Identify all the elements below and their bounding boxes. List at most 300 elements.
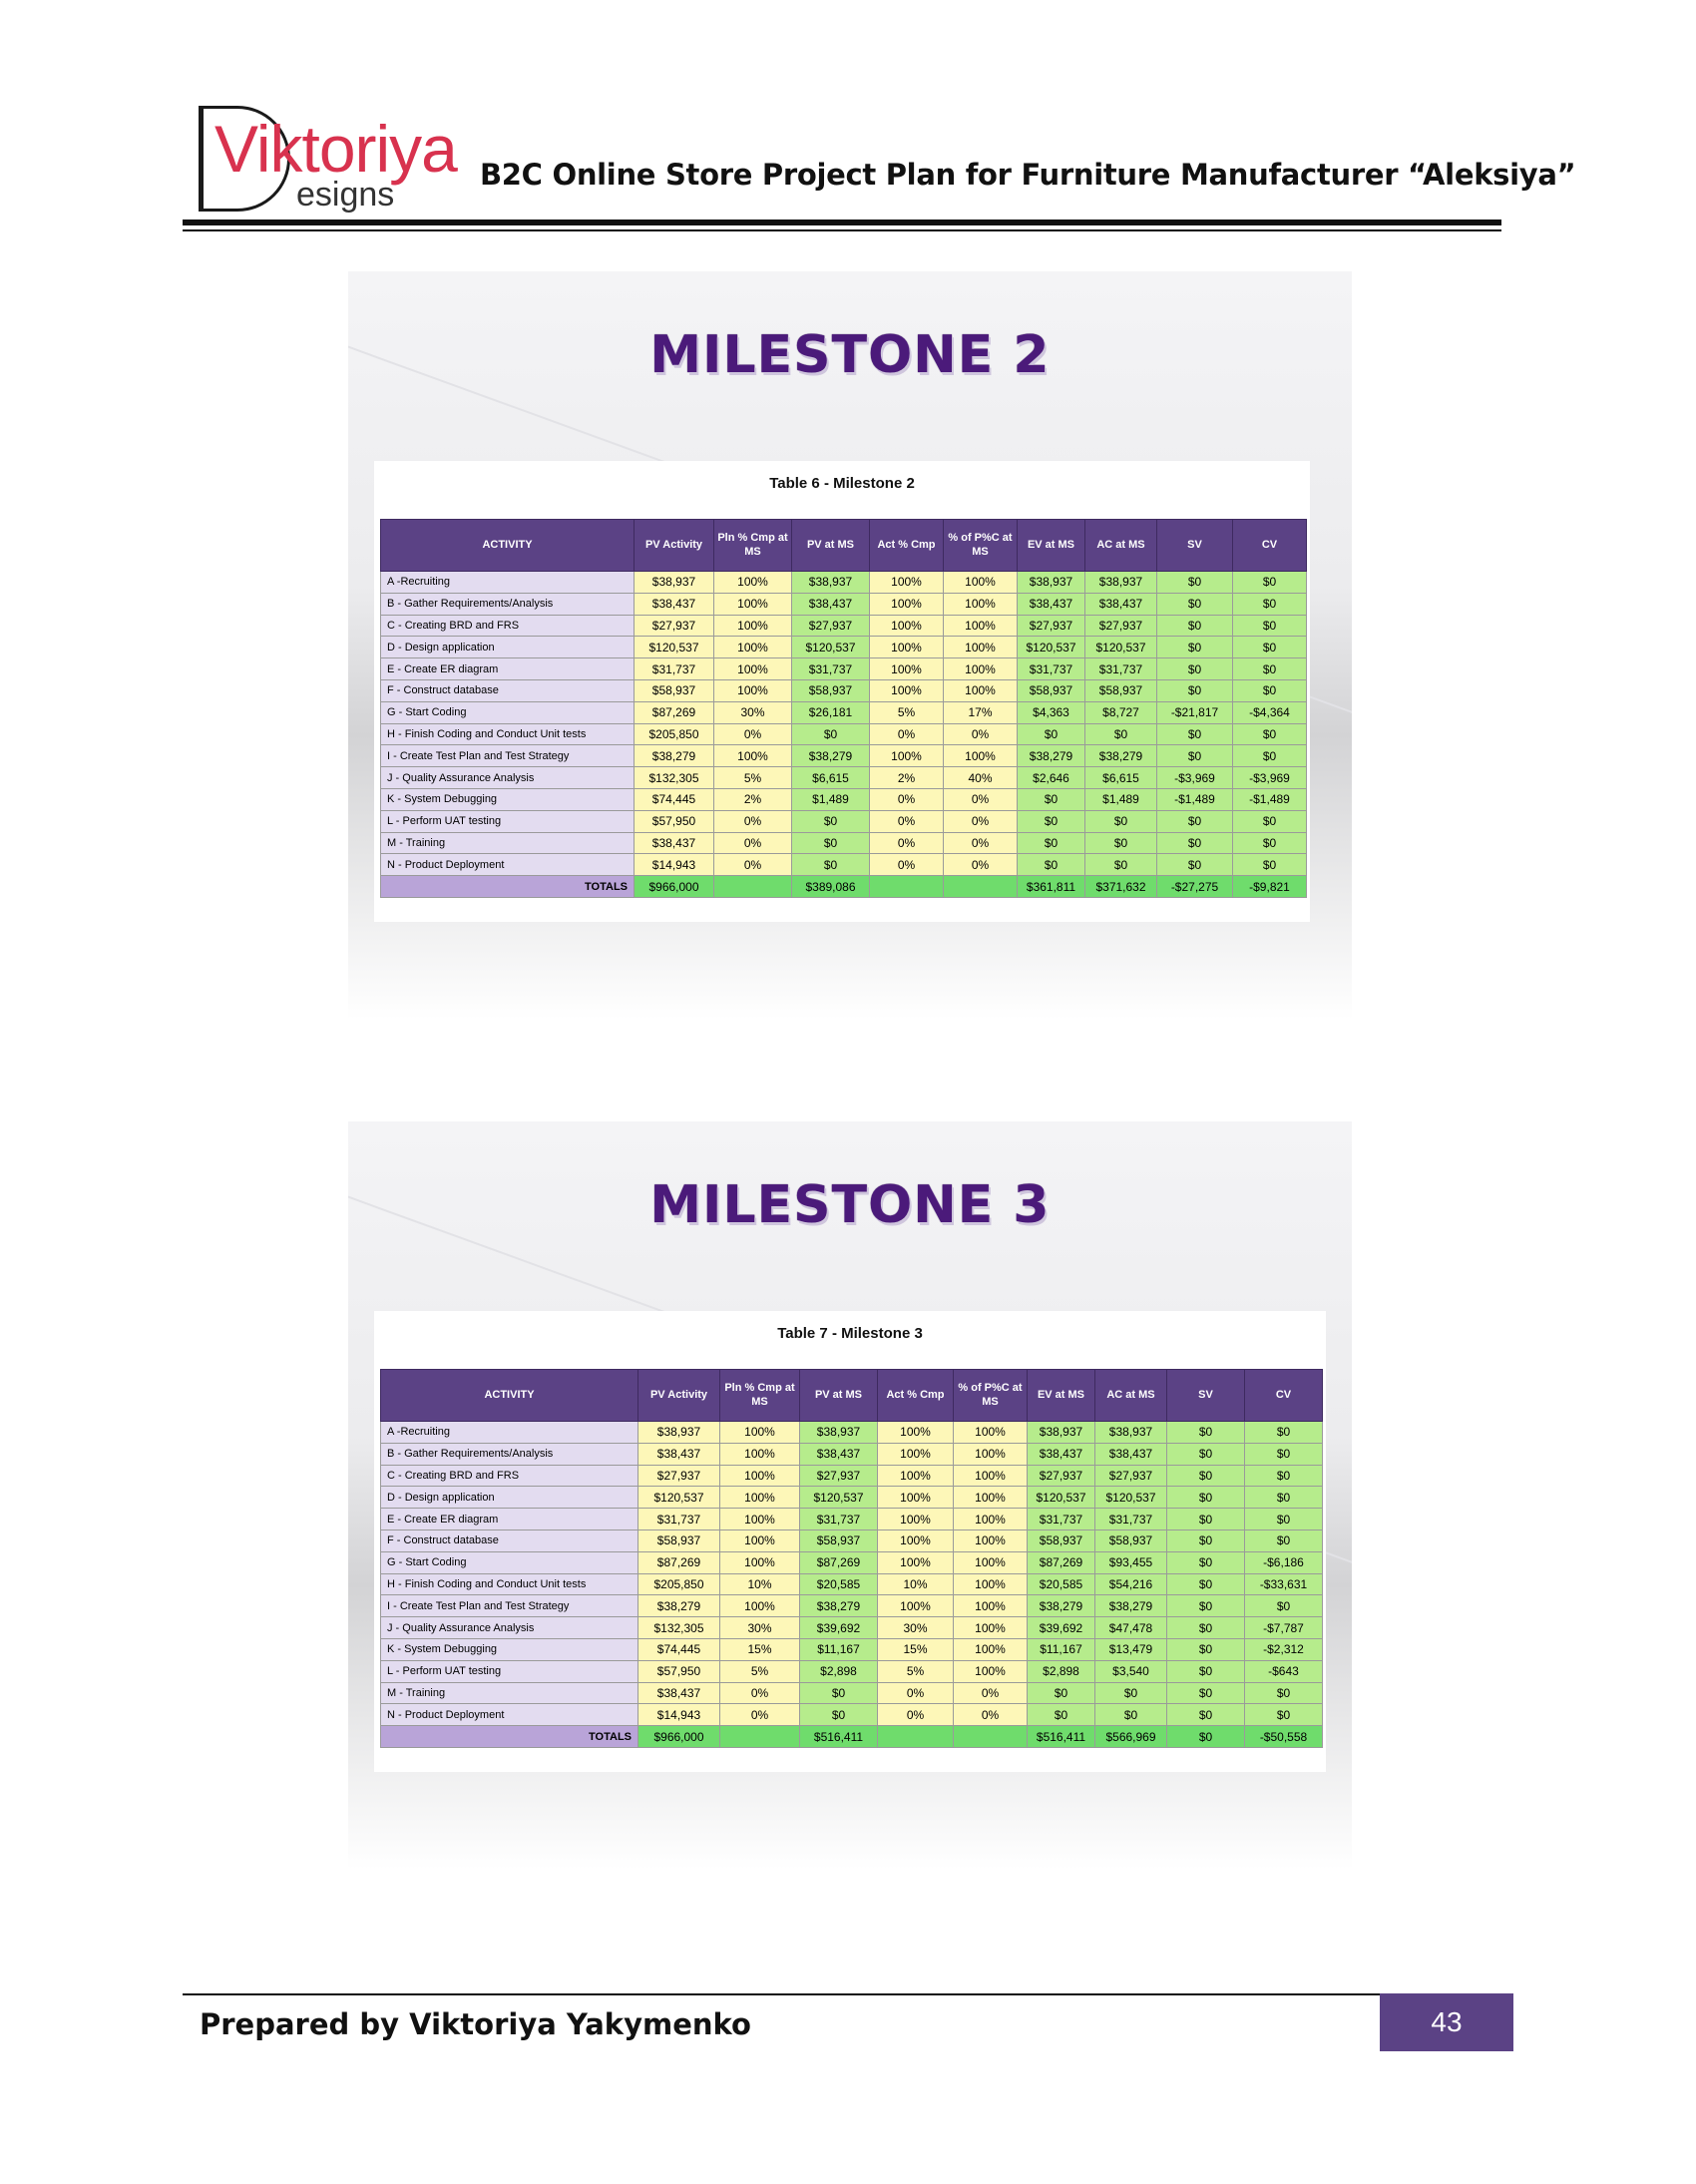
value-cell: $31,737 <box>1028 1509 1095 1530</box>
totals-cell: $516,411 <box>800 1726 878 1748</box>
activity-cell: L - Perform UAT testing <box>381 1660 638 1682</box>
slide-title: MILESTONE 3 <box>649 1175 1051 1235</box>
value-cell: $0 <box>1157 745 1233 767</box>
table-row <box>381 723 1307 745</box>
value-cell: 100% <box>720 1529 800 1551</box>
activity-cell: D - Design application <box>381 1487 638 1509</box>
value-cell: $0 <box>1245 1509 1323 1530</box>
table-row <box>381 810 1307 832</box>
value-cell: 0% <box>714 723 792 745</box>
totals-row <box>381 1726 1323 1748</box>
value-cell: $0 <box>1167 1704 1245 1726</box>
table-row <box>381 1617 1323 1639</box>
value-cell: 100% <box>720 1422 800 1444</box>
totals-cell <box>878 1726 954 1748</box>
value-cell: 100% <box>870 615 944 637</box>
value-cell: $74,445 <box>638 1638 720 1660</box>
activity-cell: I - Create Test Plan and Test Strategy <box>381 1595 638 1617</box>
value-cell: 100% <box>954 1509 1028 1530</box>
value-cell: $0 <box>1245 1704 1323 1726</box>
column-header: % of P%C at MS <box>944 520 1018 572</box>
value-cell: $38,437 <box>638 1682 720 1704</box>
value-cell: $31,737 <box>638 1509 720 1530</box>
column-header: EV at MS <box>1018 520 1085 572</box>
activity-cell: M - Training <box>381 832 635 854</box>
value-cell: $0 <box>1085 723 1157 745</box>
totals-cell: -$9,821 <box>1233 876 1307 898</box>
value-cell: $38,279 <box>1028 1595 1095 1617</box>
value-cell: 100% <box>714 679 792 701</box>
column-header: PV Activity <box>638 1370 720 1422</box>
totals-cell <box>720 1726 800 1748</box>
value-cell: 100% <box>720 1509 800 1530</box>
table-row <box>381 1465 1323 1487</box>
value-cell: $120,537 <box>1028 1487 1095 1509</box>
value-cell: $120,537 <box>1018 637 1085 658</box>
value-cell: $14,943 <box>635 854 714 876</box>
table-row <box>381 1595 1323 1617</box>
value-cell: $0 <box>1028 1704 1095 1726</box>
column-header: Act % Cmp <box>878 1370 954 1422</box>
value-cell: -$2,312 <box>1245 1638 1323 1660</box>
value-cell: $38,937 <box>638 1422 720 1444</box>
column-header: Act % Cmp <box>870 520 944 572</box>
value-cell: 0% <box>714 854 792 876</box>
value-cell: $1,489 <box>792 788 870 810</box>
table-panel <box>374 461 1310 922</box>
value-cell: $0 <box>1233 854 1307 876</box>
table-header-row <box>381 520 1307 572</box>
table-row <box>381 1573 1323 1595</box>
value-cell: $0 <box>1167 1638 1245 1660</box>
column-header: CV <box>1233 520 1307 572</box>
column-header: PV Activity <box>635 520 714 572</box>
table-row <box>381 1704 1323 1726</box>
value-cell: 17% <box>944 701 1018 723</box>
value-cell: $58,937 <box>1085 679 1157 701</box>
value-cell: $27,937 <box>1095 1465 1167 1487</box>
table-row <box>381 1529 1323 1551</box>
value-cell: $2,898 <box>800 1660 878 1682</box>
value-cell: $87,269 <box>638 1551 720 1573</box>
value-cell: $39,692 <box>1028 1617 1095 1639</box>
value-cell: $27,937 <box>1085 615 1157 637</box>
value-cell: 0% <box>944 832 1018 854</box>
value-cell: $38,437 <box>1095 1443 1167 1465</box>
value-cell: -$7,787 <box>1245 1617 1323 1639</box>
value-cell: $205,850 <box>638 1573 720 1595</box>
table-row <box>381 1509 1323 1530</box>
value-cell: -$3,969 <box>1157 767 1233 789</box>
activity-cell: N - Product Deployment <box>381 854 635 876</box>
table-row <box>381 1682 1323 1704</box>
value-cell: $0 <box>1167 1617 1245 1639</box>
value-cell: $93,455 <box>1095 1551 1167 1573</box>
value-cell: 0% <box>954 1682 1028 1704</box>
value-cell: 100% <box>870 679 944 701</box>
value-cell: 5% <box>870 701 944 723</box>
column-header: SV <box>1157 520 1233 572</box>
value-cell: $27,937 <box>792 615 870 637</box>
value-cell: 100% <box>720 1595 800 1617</box>
value-cell: $26,181 <box>792 701 870 723</box>
value-cell: $39,692 <box>800 1617 878 1639</box>
value-cell: $38,437 <box>635 832 714 854</box>
value-cell: $0 <box>1245 1682 1323 1704</box>
value-cell: $205,850 <box>635 723 714 745</box>
value-cell: $0 <box>1157 615 1233 637</box>
value-cell: $0 <box>1167 1465 1245 1487</box>
value-cell: $120,537 <box>635 637 714 658</box>
footer-rule <box>183 1993 1380 1995</box>
activity-cell: N - Product Deployment <box>381 1704 638 1726</box>
value-cell: 100% <box>870 745 944 767</box>
value-cell: $38,937 <box>635 572 714 594</box>
value-cell: -$3,969 <box>1233 767 1307 789</box>
table-caption: Table 6 - Milestone 2 <box>769 475 915 492</box>
table-row <box>381 1638 1323 1660</box>
value-cell: 40% <box>944 767 1018 789</box>
value-cell: 100% <box>878 1487 954 1509</box>
value-cell: 0% <box>878 1704 954 1726</box>
value-cell: $0 <box>1157 810 1233 832</box>
value-cell: 100% <box>954 1443 1028 1465</box>
value-cell: 0% <box>944 788 1018 810</box>
value-cell: 100% <box>944 572 1018 594</box>
milestone-3-slide <box>348 1121 1352 1870</box>
value-cell: $38,437 <box>1085 593 1157 615</box>
column-header: PV at MS <box>792 520 870 572</box>
column-header: EV at MS <box>1028 1370 1095 1422</box>
prepared-by: Prepared by Viktoriya Yakymenko <box>200 2007 751 2041</box>
table-row <box>381 1551 1323 1573</box>
value-cell: $0 <box>1018 723 1085 745</box>
value-cell: $0 <box>1233 593 1307 615</box>
value-cell: 100% <box>954 1465 1028 1487</box>
value-cell: $0 <box>792 832 870 854</box>
totals-label: TOTALS <box>381 876 635 898</box>
totals-cell: $371,632 <box>1085 876 1157 898</box>
value-cell: $57,950 <box>635 810 714 832</box>
value-cell: 100% <box>878 1551 954 1573</box>
table-row <box>381 637 1307 658</box>
activity-cell: D - Design application <box>381 637 635 658</box>
value-cell: $47,478 <box>1095 1617 1167 1639</box>
value-cell: $38,437 <box>1028 1443 1095 1465</box>
column-header: CV <box>1245 1370 1323 1422</box>
value-cell: $58,937 <box>638 1529 720 1551</box>
value-cell: $2,646 <box>1018 767 1085 789</box>
value-cell: $27,937 <box>1018 615 1085 637</box>
value-cell: $27,937 <box>635 615 714 637</box>
value-cell: $38,437 <box>792 593 870 615</box>
value-cell: 100% <box>878 1422 954 1444</box>
value-cell: $58,937 <box>792 679 870 701</box>
slide-title: MILESTONE 2 <box>649 325 1051 385</box>
value-cell: -$21,817 <box>1157 701 1233 723</box>
value-cell: 100% <box>944 593 1018 615</box>
value-cell: 0% <box>944 854 1018 876</box>
value-cell: $0 <box>1018 810 1085 832</box>
value-cell: $38,937 <box>1085 572 1157 594</box>
value-cell: 0% <box>944 723 1018 745</box>
value-cell: 0% <box>870 854 944 876</box>
value-cell: 100% <box>714 658 792 680</box>
company-logo <box>197 102 466 219</box>
value-cell: $0 <box>1157 679 1233 701</box>
value-cell: $0 <box>1157 637 1233 658</box>
totals-cell: $389,086 <box>792 876 870 898</box>
column-header: SV <box>1167 1370 1245 1422</box>
value-cell: 100% <box>954 1595 1028 1617</box>
value-cell: -$4,364 <box>1233 701 1307 723</box>
value-cell: 100% <box>954 1551 1028 1573</box>
value-cell: $0 <box>1085 810 1157 832</box>
value-cell: 100% <box>720 1551 800 1573</box>
value-cell: $6,615 <box>1085 767 1157 789</box>
value-cell: $0 <box>1245 1529 1323 1551</box>
table-row <box>381 832 1307 854</box>
table-row <box>381 1422 1323 1444</box>
value-cell: 5% <box>720 1660 800 1682</box>
value-cell: 0% <box>954 1704 1028 1726</box>
activity-cell: I - Create Test Plan and Test Strategy <box>381 745 635 767</box>
value-cell: $0 <box>1157 658 1233 680</box>
totals-cell <box>870 876 944 898</box>
value-cell: 30% <box>878 1617 954 1639</box>
value-cell: $0 <box>1167 1573 1245 1595</box>
value-cell: $0 <box>1167 1551 1245 1573</box>
column-header: Pln % Cmp at MS <box>714 520 792 572</box>
value-cell: 15% <box>878 1638 954 1660</box>
value-cell: 100% <box>944 615 1018 637</box>
column-header: Pln % Cmp at MS <box>720 1370 800 1422</box>
value-cell: $0 <box>1018 832 1085 854</box>
value-cell: $0 <box>1233 615 1307 637</box>
totals-cell: -$27,275 <box>1157 876 1233 898</box>
value-cell: 100% <box>714 637 792 658</box>
value-cell: $0 <box>1233 637 1307 658</box>
totals-row <box>381 876 1307 898</box>
value-cell: $38,279 <box>1085 745 1157 767</box>
activity-cell: H - Finish Coding and Conduct Unit tests <box>381 1573 638 1595</box>
value-cell: $0 <box>1167 1529 1245 1551</box>
page-number: 43 <box>1380 1993 1513 2051</box>
totals-cell: $566,969 <box>1095 1726 1167 1748</box>
value-cell: $11,167 <box>800 1638 878 1660</box>
value-cell: 0% <box>878 1682 954 1704</box>
activity-cell: E - Create ER diagram <box>381 658 635 680</box>
value-cell: $120,537 <box>638 1487 720 1509</box>
table-caption: Table 7 - Milestone 3 <box>777 1325 923 1342</box>
value-cell: 0% <box>870 810 944 832</box>
value-cell: 0% <box>714 832 792 854</box>
value-cell: $11,167 <box>1028 1638 1095 1660</box>
value-cell: 100% <box>714 615 792 637</box>
value-cell: -$1,489 <box>1233 788 1307 810</box>
table-row <box>381 701 1307 723</box>
value-cell: $38,937 <box>800 1422 878 1444</box>
value-cell: $58,937 <box>635 679 714 701</box>
value-cell: $87,269 <box>800 1551 878 1573</box>
value-cell: $0 <box>1167 1595 1245 1617</box>
totals-cell: -$50,558 <box>1245 1726 1323 1748</box>
value-cell: $31,737 <box>1018 658 1085 680</box>
value-cell: $3,540 <box>1095 1660 1167 1682</box>
table-row <box>381 593 1307 615</box>
value-cell: $0 <box>1167 1682 1245 1704</box>
value-cell: $58,937 <box>1095 1529 1167 1551</box>
totals-cell <box>944 876 1018 898</box>
value-cell: $0 <box>792 810 870 832</box>
value-cell: 100% <box>714 745 792 767</box>
activity-cell: C - Creating BRD and FRS <box>381 615 635 637</box>
value-cell: 5% <box>714 767 792 789</box>
value-cell: $38,279 <box>1095 1595 1167 1617</box>
value-cell: $0 <box>1245 1487 1323 1509</box>
value-cell: $58,937 <box>1028 1529 1095 1551</box>
totals-cell <box>954 1726 1028 1748</box>
value-cell: 0% <box>944 810 1018 832</box>
value-cell: $27,937 <box>638 1465 720 1487</box>
value-cell: $20,585 <box>800 1573 878 1595</box>
value-cell: -$643 <box>1245 1660 1323 1682</box>
value-cell: 0% <box>870 788 944 810</box>
value-cell: $0 <box>1018 788 1085 810</box>
value-cell: $38,937 <box>792 572 870 594</box>
value-cell: -$33,631 <box>1245 1573 1323 1595</box>
header-rule-thin <box>183 229 1501 231</box>
value-cell: 100% <box>878 1443 954 1465</box>
value-cell: $31,737 <box>792 658 870 680</box>
activity-cell: J - Quality Assurance Analysis <box>381 767 635 789</box>
value-cell: $38,279 <box>638 1595 720 1617</box>
value-cell: $0 <box>1167 1660 1245 1682</box>
column-header: % of P%C at MS <box>954 1370 1028 1422</box>
value-cell: $0 <box>1167 1443 1245 1465</box>
totals-cell <box>714 876 792 898</box>
value-cell: 100% <box>878 1529 954 1551</box>
table-row <box>381 615 1307 637</box>
milestone-table <box>380 519 1307 898</box>
value-cell: 100% <box>954 1660 1028 1682</box>
value-cell: $132,305 <box>635 767 714 789</box>
table-row <box>381 658 1307 680</box>
value-cell: 30% <box>714 701 792 723</box>
value-cell: $4,363 <box>1018 701 1085 723</box>
value-cell: 100% <box>944 745 1018 767</box>
value-cell: $0 <box>1233 658 1307 680</box>
value-cell: $0 <box>1028 1682 1095 1704</box>
milestone-table <box>380 1369 1323 1748</box>
value-cell: $6,615 <box>792 767 870 789</box>
activity-cell: A -Recruiting <box>381 1422 638 1444</box>
value-cell: $14,943 <box>638 1704 720 1726</box>
value-cell: $38,937 <box>1018 572 1085 594</box>
value-cell: $58,937 <box>800 1529 878 1551</box>
value-cell: 100% <box>714 593 792 615</box>
totals-cell: $516,411 <box>1028 1726 1095 1748</box>
activity-cell: L - Perform UAT testing <box>381 810 635 832</box>
value-cell: $38,279 <box>1018 745 1085 767</box>
activity-cell: B - Gather Requirements/Analysis <box>381 593 635 615</box>
value-cell: $0 <box>1245 1465 1323 1487</box>
value-cell: 2% <box>870 767 944 789</box>
value-cell: $38,937 <box>1095 1422 1167 1444</box>
value-cell: $0 <box>1095 1682 1167 1704</box>
table-row <box>381 1487 1323 1509</box>
value-cell: -$1,489 <box>1157 788 1233 810</box>
totals-cell: $966,000 <box>635 876 714 898</box>
value-cell: $132,305 <box>638 1617 720 1639</box>
activity-cell: F - Construct database <box>381 1529 638 1551</box>
value-cell: $120,537 <box>792 637 870 658</box>
value-cell: 10% <box>720 1573 800 1595</box>
document-title: B2C Online Store Project Plan for Furniture Manufacturer “Aleksiya” <box>480 158 1576 192</box>
activity-cell: K - System Debugging <box>381 788 635 810</box>
activity-cell: H - Finish Coding and Conduct Unit tests <box>381 723 635 745</box>
value-cell: $31,737 <box>800 1509 878 1530</box>
value-cell: $0 <box>800 1682 878 1704</box>
activity-cell: A -Recruiting <box>381 572 635 594</box>
value-cell: $38,279 <box>792 745 870 767</box>
table-row <box>381 788 1307 810</box>
value-cell: $0 <box>1095 1704 1167 1726</box>
table-row <box>381 745 1307 767</box>
value-cell: $74,445 <box>635 788 714 810</box>
activity-cell: G - Start Coding <box>381 1551 638 1573</box>
value-cell: 100% <box>870 593 944 615</box>
value-cell: 0% <box>720 1704 800 1726</box>
value-cell: $0 <box>1233 572 1307 594</box>
value-cell: $0 <box>1157 572 1233 594</box>
totals-cell: $0 <box>1167 1726 1245 1748</box>
totals-cell: $361,811 <box>1018 876 1085 898</box>
value-cell: $1,489 <box>1085 788 1157 810</box>
value-cell: 100% <box>870 572 944 594</box>
value-cell: $58,937 <box>1018 679 1085 701</box>
value-cell: $27,937 <box>1028 1465 1095 1487</box>
table-row <box>381 572 1307 594</box>
activity-cell: K - System Debugging <box>381 1638 638 1660</box>
value-cell: $0 <box>1245 1595 1323 1617</box>
value-cell: $27,937 <box>800 1465 878 1487</box>
value-cell: $0 <box>1233 810 1307 832</box>
value-cell: $0 <box>1157 723 1233 745</box>
value-cell: 100% <box>954 1422 1028 1444</box>
value-cell: $0 <box>1157 832 1233 854</box>
value-cell: $31,737 <box>635 658 714 680</box>
value-cell: $0 <box>1167 1487 1245 1509</box>
value-cell: $13,479 <box>1095 1638 1167 1660</box>
value-cell: $54,216 <box>1095 1573 1167 1595</box>
column-header: AC at MS <box>1085 520 1157 572</box>
activity-cell: B - Gather Requirements/Analysis <box>381 1443 638 1465</box>
table-row <box>381 767 1307 789</box>
value-cell: $31,737 <box>1095 1509 1167 1530</box>
activity-cell: J - Quality Assurance Analysis <box>381 1617 638 1639</box>
value-cell: 100% <box>954 1638 1028 1660</box>
value-cell: 100% <box>878 1465 954 1487</box>
value-cell: $0 <box>1085 832 1157 854</box>
page-header <box>183 102 1576 231</box>
logo-text-bottom: esigns <box>296 176 395 214</box>
value-cell: 100% <box>944 637 1018 658</box>
header-rule-thick <box>183 219 1501 225</box>
value-cell: 0% <box>720 1682 800 1704</box>
value-cell: $38,437 <box>638 1443 720 1465</box>
value-cell: $57,950 <box>638 1660 720 1682</box>
